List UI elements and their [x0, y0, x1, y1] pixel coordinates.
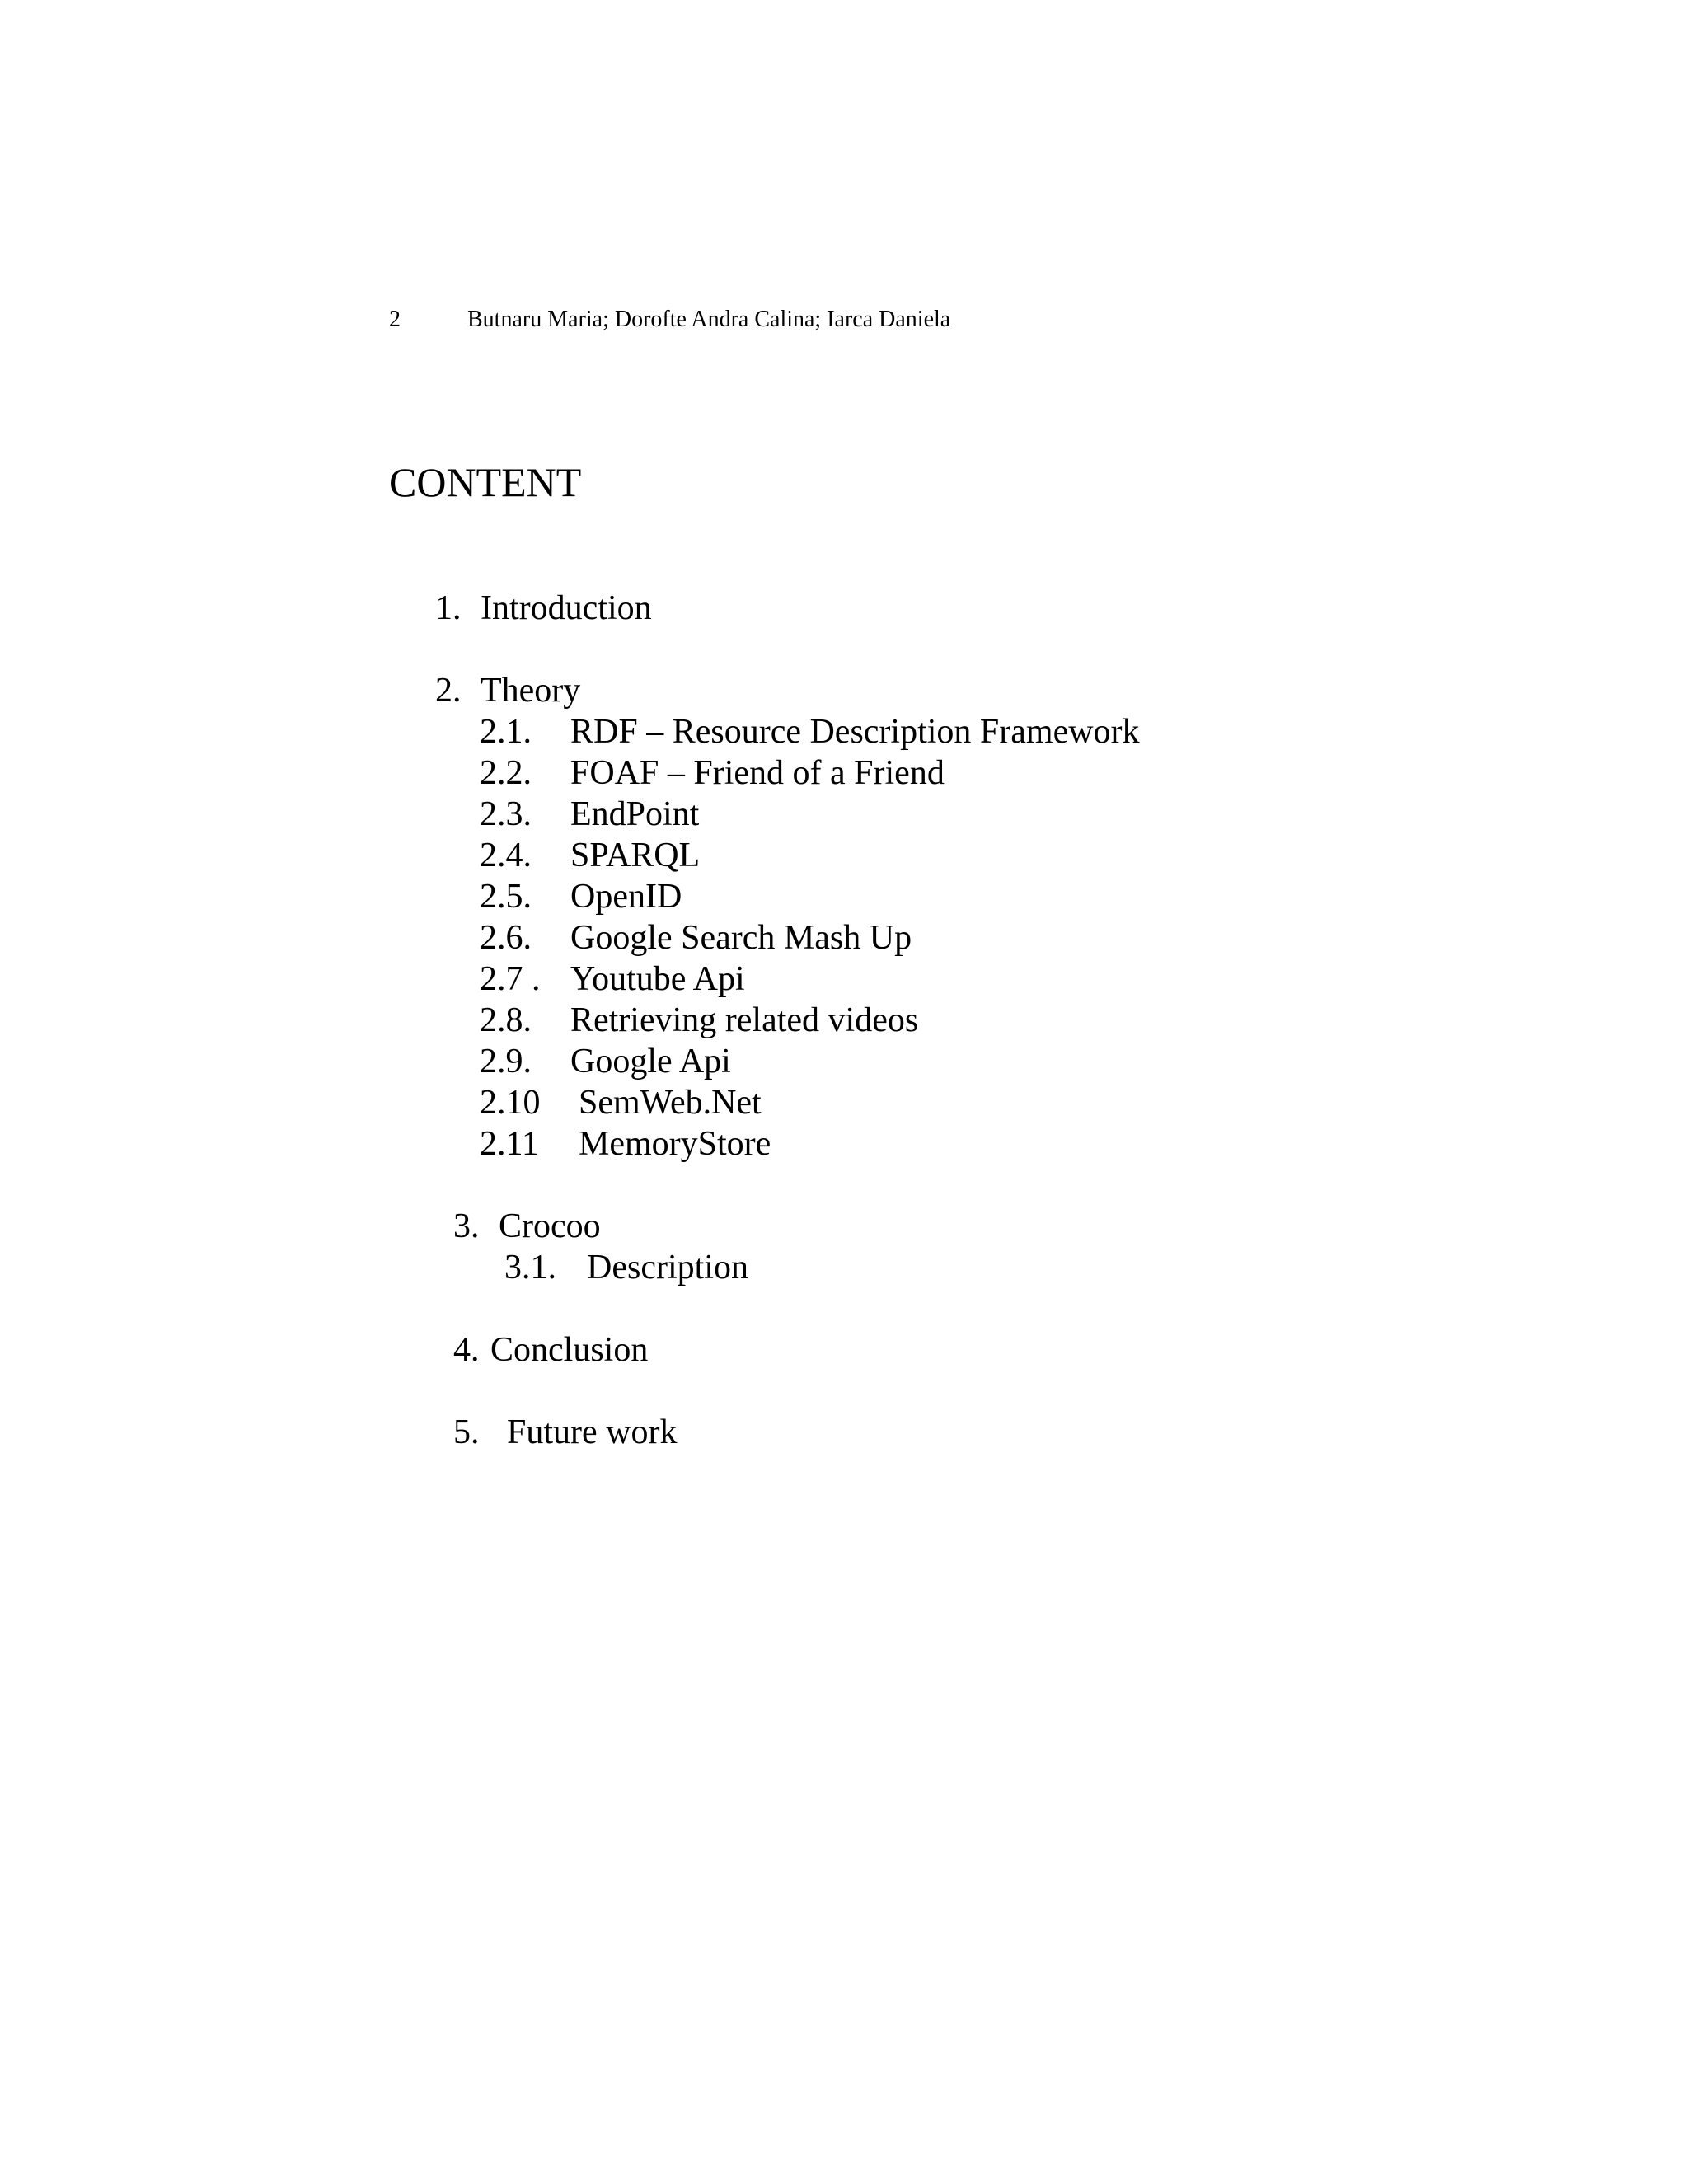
toc-title: Retrieving related videos — [570, 1001, 919, 1039]
toc-entry-3-1 — [504, 1247, 748, 1288]
toc-entry-conclusion — [453, 1329, 648, 1371]
page-number: 2 — [389, 307, 401, 332]
toc-title: Introduction — [481, 589, 652, 627]
toc-entry-future-work — [453, 1412, 677, 1453]
toc-entry-2-1 — [480, 711, 1140, 752]
toc-title: MemoryStore — [579, 1125, 771, 1163]
toc-title: Description — [587, 1249, 748, 1286]
toc-title: Youtube Api — [570, 960, 745, 998]
toc-number: 2.10 — [480, 1084, 541, 1122]
toc-title: OpenID — [570, 878, 682, 916]
header-authors: Butnaru Maria; Dorofte Andra Calina; Iarca Daniela — [467, 307, 951, 332]
toc-number: 2.4. — [480, 837, 532, 874]
toc-entry-2-5 — [480, 876, 682, 917]
toc-number: 2.5. — [480, 878, 532, 916]
toc-title: SemWeb.Net — [579, 1084, 762, 1122]
toc-title: RDF – Resource Description Framework — [570, 713, 1140, 751]
toc-entry-2-7 — [480, 958, 745, 1000]
toc-title: EndPoint — [570, 795, 700, 833]
toc-entry-2-4 — [480, 835, 700, 876]
toc-entry-2-11 — [480, 1123, 771, 1165]
toc-number: 2.8. — [480, 1001, 532, 1039]
toc-number: 2.3. — [480, 795, 532, 833]
toc-title: SPARQL — [570, 837, 701, 874]
running-header — [389, 305, 950, 335]
toc-entry-2-10 — [480, 1082, 762, 1123]
toc-entry-theory — [435, 670, 580, 711]
toc-number: 2.1. — [480, 713, 532, 751]
toc-number: 2.2. — [480, 754, 532, 792]
toc-title: FOAF – Friend of a Friend — [570, 754, 945, 792]
toc-number: 3.1. — [504, 1249, 556, 1286]
toc-title: Theory — [481, 672, 581, 710]
toc-number: 2.7 . — [480, 960, 541, 998]
toc-entry-2-3 — [480, 794, 699, 835]
toc-number: 4. — [453, 1331, 480, 1369]
toc-title: Google Search Mash Up — [570, 919, 912, 957]
toc-number: 5. — [453, 1413, 480, 1451]
toc-entry-crocoo — [453, 1206, 601, 1247]
toc-entry-2-2 — [480, 752, 945, 794]
toc-number: 2.11 — [480, 1125, 539, 1163]
toc-entry-introduction — [435, 588, 652, 629]
contents-heading: CONTENT — [389, 459, 582, 505]
toc-entry-2-8 — [480, 1000, 918, 1041]
toc-number: 2.9. — [480, 1043, 532, 1080]
toc-number: 1. — [435, 589, 462, 627]
toc-number: 3. — [453, 1207, 480, 1245]
toc-entry-2-9 — [480, 1041, 731, 1082]
toc-number: 2. — [435, 672, 462, 710]
toc-title: Conclusion — [490, 1331, 649, 1369]
toc-title: Future work — [507, 1413, 678, 1451]
toc-entry-2-6 — [480, 917, 912, 958]
toc-title: Crocoo — [499, 1207, 601, 1245]
toc-number: 2.6. — [480, 919, 532, 957]
toc-title: Google Api — [570, 1043, 731, 1080]
